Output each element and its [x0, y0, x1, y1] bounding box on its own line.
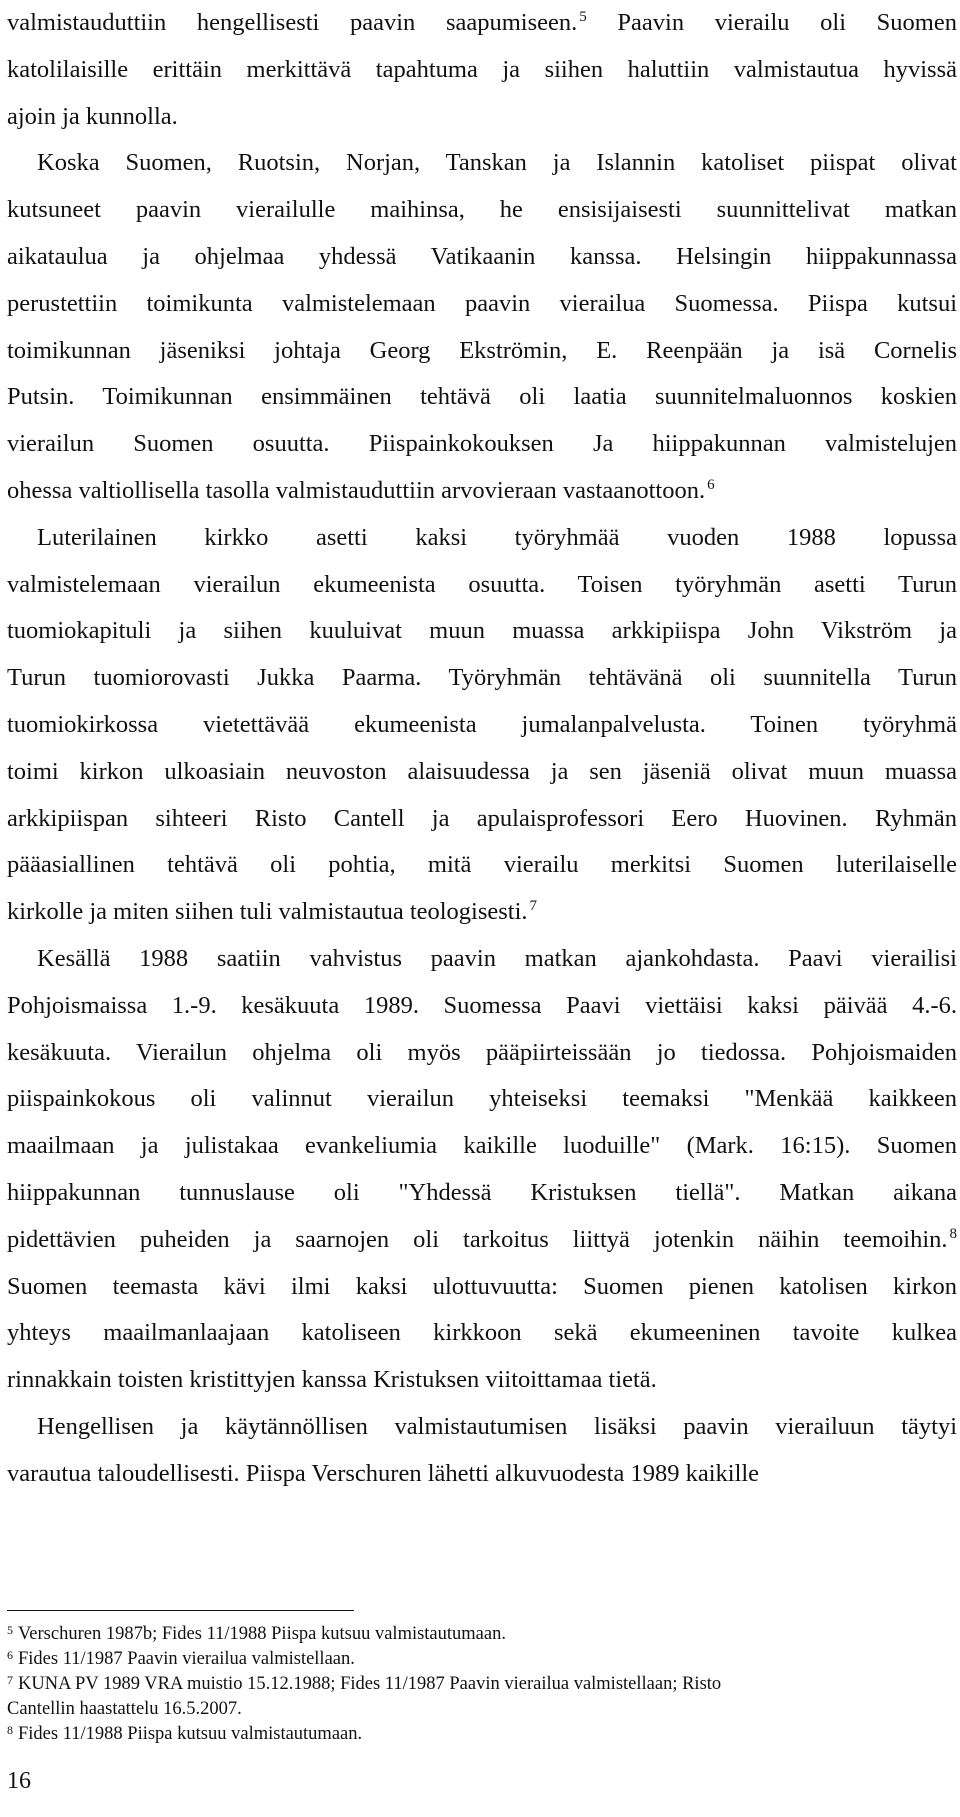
- text-line: [7, 655, 957, 702]
- text-run: ohessa valtiollisella tasolla valmistauduttiin arvovieraan vastaanottoon.: [7, 476, 706, 504]
- text-run: Turun tuomiorovasti Jukka Paarma. Työryhmän tehtävänä oli suunnitella Turun: [7, 664, 957, 692]
- footnote-text: Verschuren 1987b; Fides 11/1988 Piispa kutsuu valmistautumaan.: [18, 1624, 506, 1644]
- text-line: [7, 889, 957, 936]
- text-line: [7, 281, 957, 328]
- footnote-number: 7: [7, 1673, 13, 1687]
- text-line: [7, 1357, 957, 1404]
- text-run: yhteys maailmanlaajaan katoliseen kirkkoon sekä ekumeeninen tavoite kulkea: [7, 1319, 957, 1347]
- text-line: [7, 1310, 957, 1357]
- text-run: aikataulua ja ohjelmaa yhdessä Vatikaanin kanssa. Helsingin hiippakunnassa: [7, 242, 957, 270]
- text-run: piispainkokous oli valinnut vierailun yhteiseksi teemaksi "Menkää kaikkeen: [7, 1085, 957, 1113]
- text-line: [7, 1404, 957, 1451]
- text-run: pääasiallinen tehtävä oli pohtia, mitä vierailu merkitsi Suomen luterilaiselle: [7, 851, 957, 879]
- text-line: [7, 187, 957, 234]
- text-run: Suomen teemasta kävi ilmi kaksi ulottuvuutta: Suomen pienen katolisen kirkon: [7, 1272, 957, 1300]
- text-run: toimi kirkon ulkoasiain neuvoston alaisuudessa ja sen jäseniä olivat muun muassa: [7, 757, 957, 785]
- text-line: [7, 47, 957, 94]
- text-run: pidettävien puheiden ja saarnojen oli tarkoitus liittyä jotenkin näihin teemoihin.: [7, 1225, 948, 1253]
- text-run: vierailun Suomen osuutta. Piispainkokouksen Ja hiippakunnan valmistelujen: [7, 430, 957, 458]
- footnote-number: 5: [7, 1623, 13, 1637]
- text-line: [7, 1030, 957, 1077]
- footnote-ref[interactable]: 7: [529, 898, 538, 915]
- text-run: Hengellisen ja käytännöllisen valmistautumisen lisäksi paavin vierailuun täytyi: [37, 1412, 957, 1440]
- text-run: ajoin ja kunnolla.: [7, 102, 178, 130]
- text-run: Paavin vierailu oli Suomen: [586, 9, 957, 36]
- text-run: kesäkuuta. Vierailun ohjelma oli myös pääpiirteissään jo tiedossa. Pohjoismaiden: [7, 1038, 957, 1066]
- paragraph: [7, 515, 957, 936]
- text-line: [7, 983, 957, 1030]
- text-line: [7, 1217, 957, 1264]
- text-run: valmistelemaan vierailun ekumeenista osuutta. Toisen työryhmän asetti Turun: [7, 570, 957, 598]
- footnote-separator: [7, 1610, 354, 1611]
- text-line: [7, 0, 957, 47]
- footnote-ref[interactable]: 5: [579, 9, 587, 25]
- text-run: toimikunnan jäseniksi johtaja Georg Ekströmin, E. Reenpään ja isä Cornelis: [7, 336, 957, 364]
- text-line: [7, 374, 957, 421]
- page-number: 16: [7, 1768, 31, 1794]
- text-run: arkkipiispan sihteeri Risto Cantell ja apulaisprofessori Eero Huovinen. Ryhmän: [7, 804, 957, 832]
- footnote-text: KUNA PV 1989 VRA muistio 15.12.1988; Fides 11/1987 Paavin vierailua valmistellaan; Risto: [18, 1674, 722, 1694]
- footnote-number: 8: [7, 1723, 13, 1737]
- text-line: [7, 702, 957, 749]
- paragraph: [7, 0, 957, 140]
- text-run: rinnakkain toisten kristittyjen kanssa Kristuksen viitoittamaa tietä.: [7, 1366, 657, 1394]
- footnote-ref[interactable]: 6: [707, 476, 715, 493]
- footnote: [7, 1672, 957, 1697]
- text-line: [7, 842, 957, 889]
- text-run: kutsuneet paavin vierailulle maihinsa, he ensisijaisesti suunnittelivat matkan: [7, 196, 957, 224]
- footnote-ref[interactable]: 8: [949, 1225, 957, 1242]
- text-run: Luterilainen kirkko asetti kaksi työryhmää vuoden 1988 lopussa: [37, 523, 957, 551]
- text-line: [7, 562, 957, 609]
- text-line: [7, 515, 957, 562]
- footnotes: [7, 1622, 957, 1747]
- footnote: [7, 1722, 957, 1747]
- text-run: katolilaisille erittäin merkittävä tapahtuma ja siihen haluttiin valmistautua hyvissä: [7, 55, 957, 83]
- text-line: [7, 234, 957, 281]
- paragraph: [7, 936, 957, 1404]
- text-run: varautua taloudellisesti. Piispa Verschuren lähetti alkuvuodesta 1989 kaikille: [7, 1459, 760, 1487]
- footnote-number: 6: [7, 1648, 13, 1662]
- text-run: tuomiokirkossa vietettävää ekumeenista jumalanpalvelusta. Toinen työryhmä: [7, 710, 957, 738]
- text-line: [7, 936, 957, 983]
- text-line: [7, 1123, 957, 1170]
- text-run: Putsin. Toimikunnan ensimmäinen tehtävä oli laatia suunnitelmaluonnos koskien: [7, 383, 957, 411]
- footnote-text: Fides 11/1988 Piispa kutsuu valmistautumaan.: [18, 1724, 363, 1744]
- text-run: Pohjoismaissa 1.-9. kesäkuuta 1989. Suomessa Paavi viettäisi kaksi päivää 4.-6.: [7, 991, 957, 1019]
- text-line: [7, 1451, 957, 1498]
- text-line: [7, 749, 957, 796]
- footnote-text: Fides 11/1987 Paavin vierailua valmistellaan.: [18, 1649, 355, 1669]
- text-line: [7, 1264, 957, 1311]
- text-line: [7, 468, 957, 515]
- text-line: [7, 94, 957, 141]
- text-run: tuomiokapituli ja siihen kuuluivat muun muassa arkkipiispa John Vikström ja: [7, 617, 957, 645]
- text-run: Koska Suomen, Ruotsin, Norjan, Tanskan ja Islannin katoliset piispat olivat: [37, 149, 957, 177]
- text-line: [7, 1170, 957, 1217]
- text-line: [7, 328, 957, 375]
- text-run: perustettiin toimikunta valmistelemaan paavin vierailua Suomessa. Piispa kutsui: [7, 289, 957, 317]
- text-run: maailmaan ja julistakaa evankeliumia kaikille luoduille" (Mark. 16:15). Suomen: [7, 1132, 957, 1160]
- text-run: kirkolle ja miten siihen tuli valmistautua teologisesti.: [7, 898, 528, 926]
- footnote: [7, 1647, 957, 1672]
- text-run: Kesällä 1988 saatiin vahvistus paavin matkan ajankohdasta. Paavi vierailisi: [37, 944, 957, 972]
- text-line: [7, 140, 957, 187]
- footnote: [7, 1622, 957, 1647]
- text-line: [7, 421, 957, 468]
- text-line: [7, 796, 957, 843]
- footnote-text-continued: Cantellin haastattelu 16.5.2007.: [7, 1699, 242, 1719]
- text-run: valmistauduttiin hengellisesti paavin saapumiseen.: [7, 9, 578, 36]
- document-body: [7, 0, 957, 1498]
- paragraph: [7, 140, 957, 514]
- text-line: [7, 1076, 957, 1123]
- paragraph: [7, 1404, 957, 1498]
- text-run: hiippakunnan tunnuslause oli "Yhdessä Kristuksen tiellä". Matkan aikana: [7, 1178, 957, 1206]
- text-line: [7, 608, 957, 655]
